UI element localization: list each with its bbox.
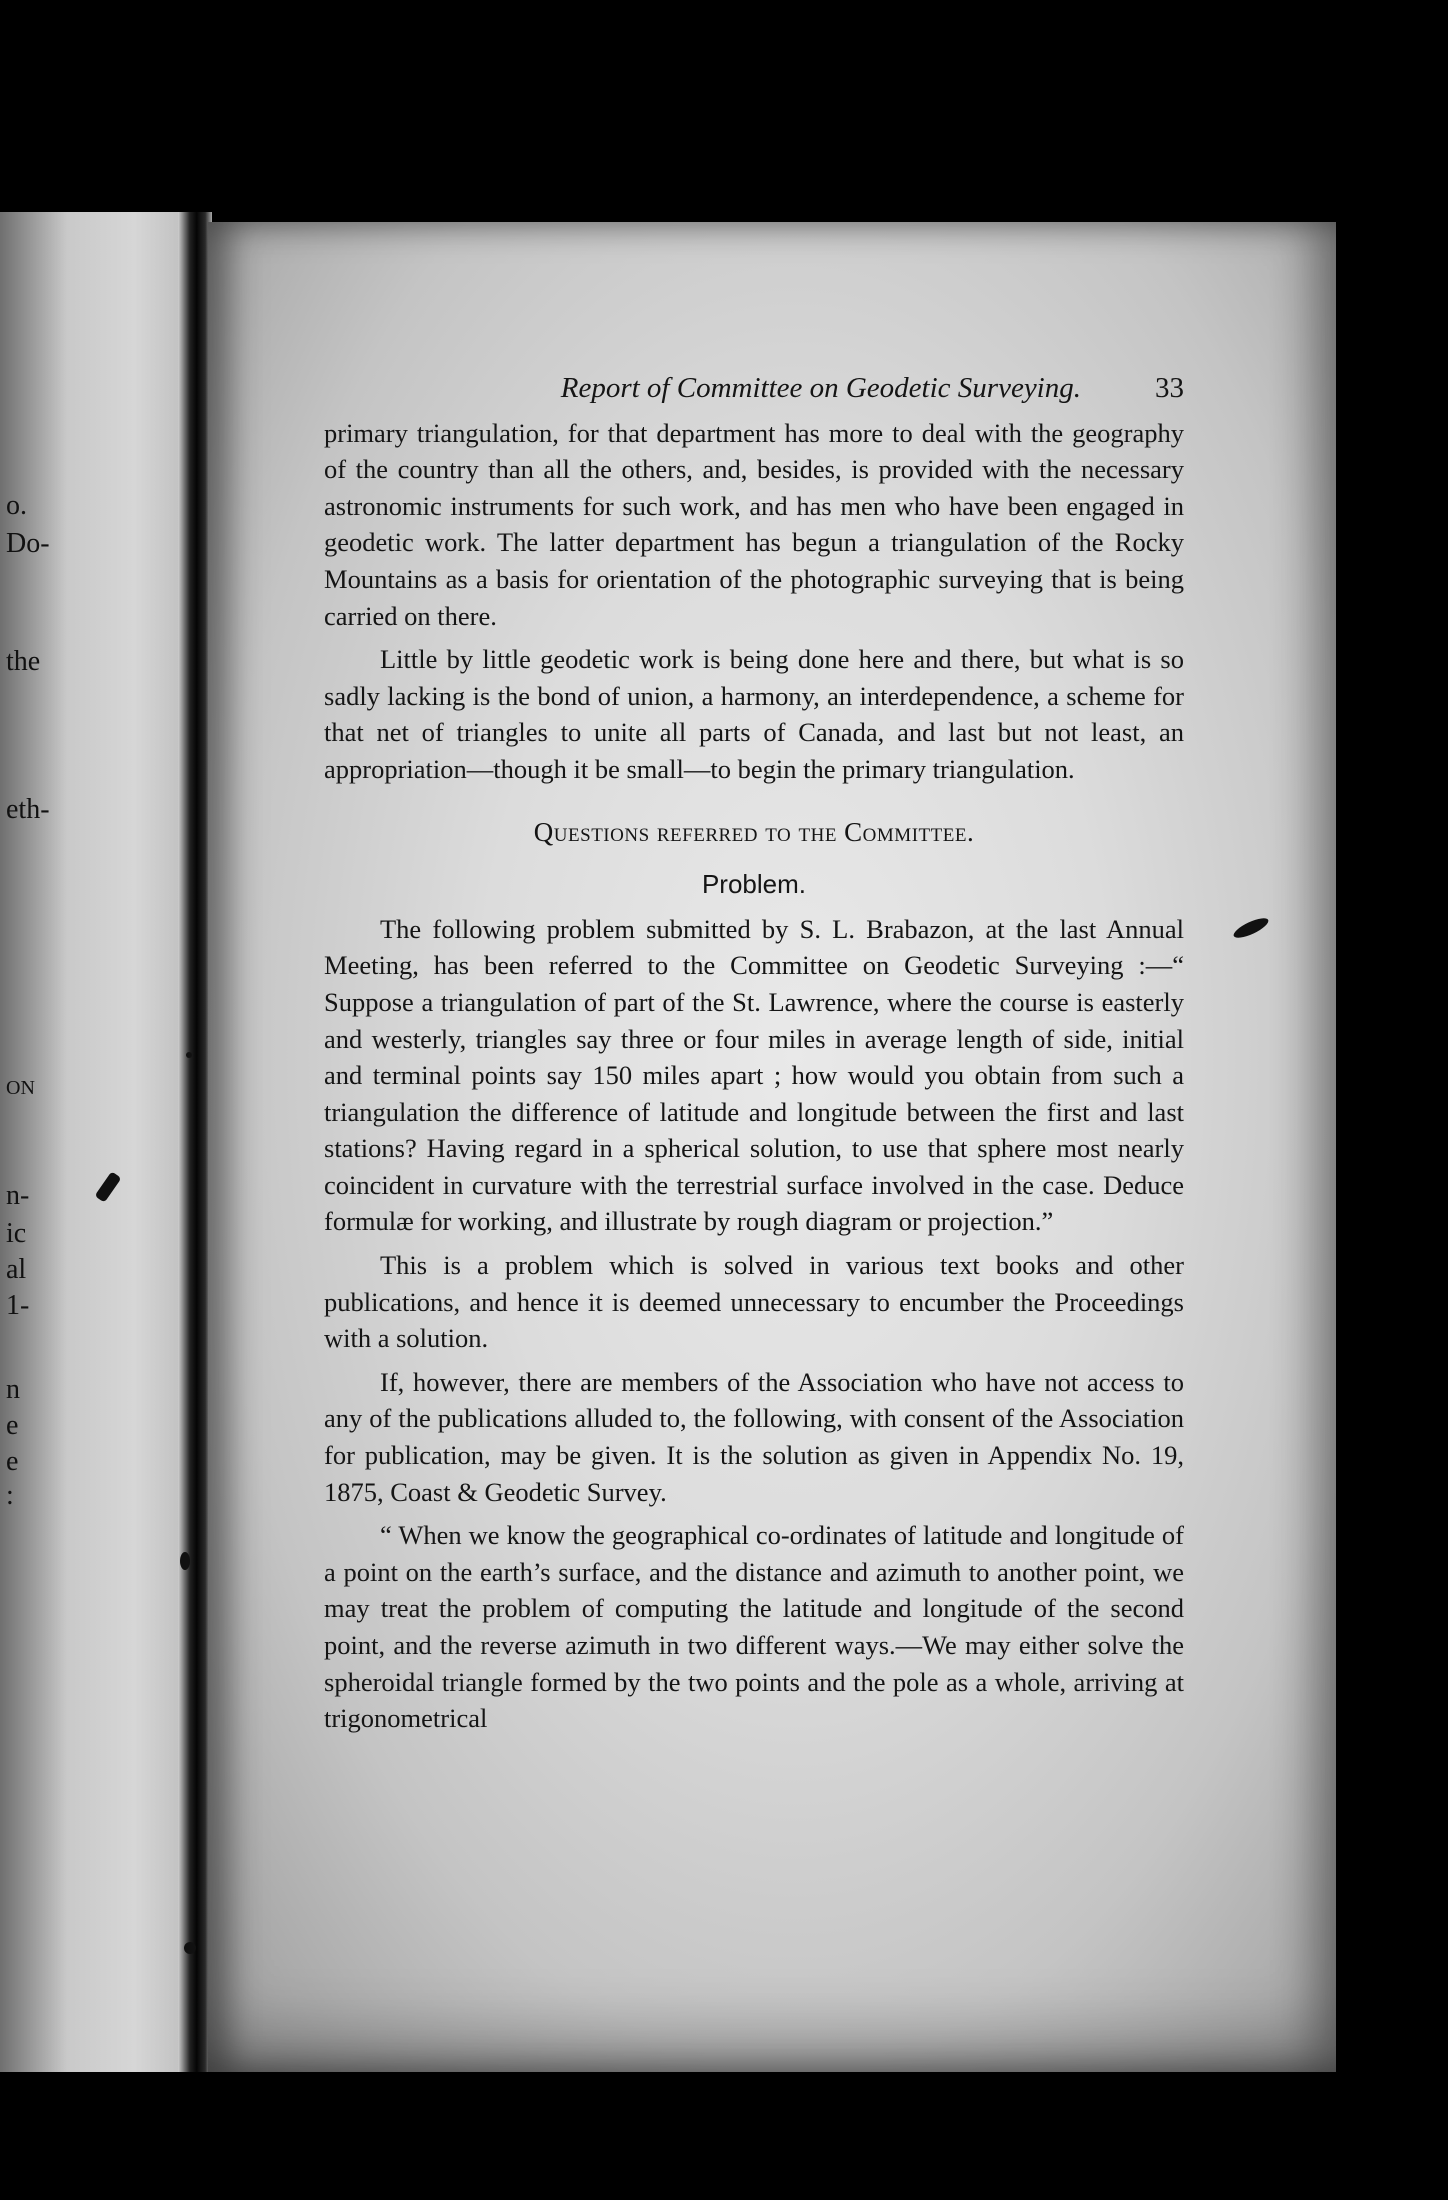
left-facing-page: [0, 212, 192, 2072]
left-page-fragment: 1-: [6, 1290, 30, 1321]
left-page-fragment: the: [6, 646, 41, 677]
book-gutter: [178, 212, 212, 2072]
left-page-fragment: ON: [6, 1077, 35, 1099]
left-page-fragment: eth-: [6, 794, 50, 825]
paragraph: The following problem submitted by S. L. Brabazon, at the last Annual Meeting, has been referred to the Committee on Geodetic Surveying :—“ Suppose a triangulation of part of the St. Lawrence, where the course is easterly and westerly, triangles say three or four miles in average length of side, initial and terminal points say 150 miles apart ; how would you obtain from such a triangulation the difference of latitude and longitude between the first and last stations? Having regard in a spherical solution, to use that sphere most nearly coincident in curvature with the terrestrial surface involved in the case. Deduce formulæ for working, and illustrate by rough diagram or projection.”: [324, 913, 1184, 1237]
paragraph: Little by little geodetic work is being done here and there, but what is so sadly lacking is the bond of union, a harmony, an interdependence, a scheme for that net of triangles to unite all parts of Canada, and last but not least, an appropriation—though it be small—to begin the primary triangulation.: [324, 644, 1184, 784]
subsection-title: Problem.: [701, 869, 807, 900]
page-header: [324, 370, 1184, 407]
left-page-fragment: :: [6, 1480, 14, 1511]
ink-mark: [94, 1171, 121, 1202]
left-page-fragment: o.: [6, 490, 27, 521]
book-page: [208, 222, 1336, 2072]
page-number: 33: [1155, 372, 1184, 404]
paragraph: This is a problem which is solved in various text books and other publications, and hence it is deemed unnecessary to encumber the Proceedings with a solution.: [324, 1250, 1184, 1354]
left-page-fragment: n-: [6, 1180, 30, 1211]
ink-spot: [180, 1552, 190, 1570]
paragraph: If, however, there are members of the Association who have not access to any of the publications alluded to, the following, with consent of the Association for publication, may be given. It is the solution as given in Appendix No. 19, 1875, Coast & Geodetic Survey.: [324, 1366, 1184, 1507]
page-text: [324, 370, 1184, 1737]
ink-spot: [184, 1942, 196, 1954]
left-page-fragment: ic: [6, 1218, 27, 1249]
ink-spot: [186, 1052, 192, 1058]
left-page-fragment: al: [6, 1254, 27, 1285]
left-page-fragment: e: [6, 1410, 19, 1441]
running-head: Report of Committee on Geodetic Surveying.: [560, 372, 1081, 404]
left-page-fragment: Do-: [6, 528, 50, 559]
left-page-fragment: e: [6, 1446, 19, 1477]
left-page-fragment: n: [6, 1374, 20, 1405]
ink-mark: [1231, 915, 1271, 942]
paragraph: primary triangulation, for that department has more to deal with the geography of the country than all the others, and, besides, is provided with the necessary astronomic instruments for such work, and has men who have been engaged in geodetic work. The latter department has begun a triangulation of the Rocky Mountains as a basis for orientation of the photographic surveying that is being carried on there.: [324, 417, 1184, 631]
section-title: Questions referred to the Committee.: [533, 816, 975, 847]
paragraph: “ When we know the geographical co-ordinates of latitude and longitude of a point on the earth’s surface, and the distance and azimuth to another point, we may treat the problem of computing the latitude and longitude of the second point, and the reverse azimuth in two different ways.—We may either solve the spheroidal triangle formed by the two points and the pole as a whole, arriving at trigonometrical: [324, 1520, 1184, 1734]
